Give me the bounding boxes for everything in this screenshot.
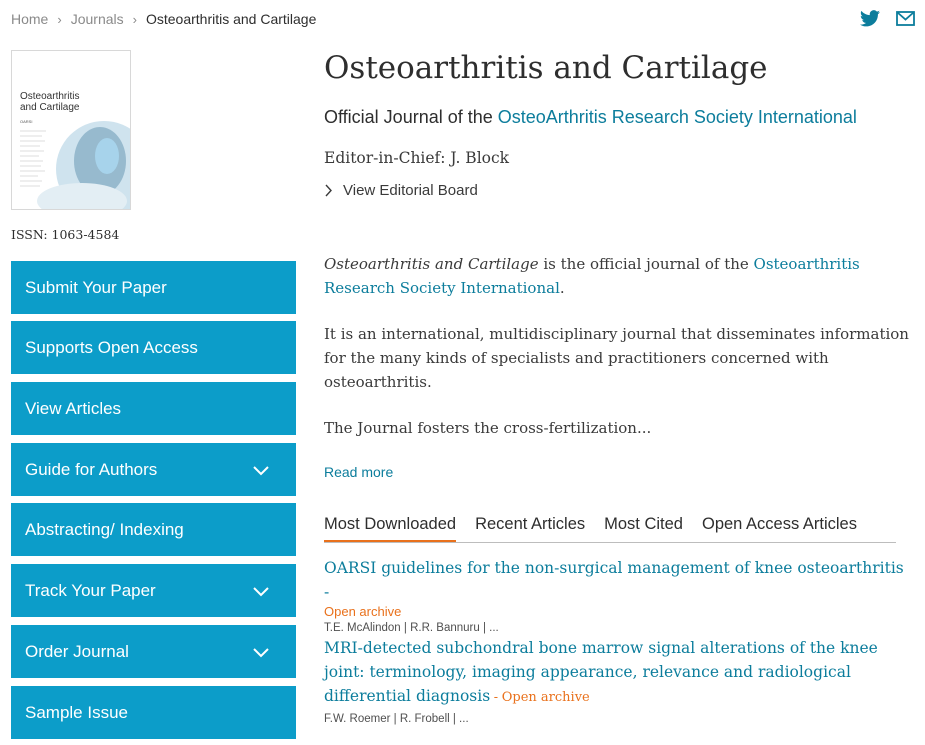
supports-open-access-button[interactable] — [11, 321, 296, 374]
order-journal-button[interactable] — [11, 625, 296, 678]
sidebar-item-label: View Articles — [25, 398, 122, 418]
article-authors: F.W. Roemer | R. Frobell | ... — [324, 713, 469, 725]
list-item — [324, 556, 904, 634]
article-tabs — [324, 515, 896, 543]
open-archive-badge: Open archive — [324, 604, 402, 619]
description-text: . — [559, 279, 565, 297]
sidebar-item-label: Sample Issue — [25, 702, 128, 722]
guide-for-authors-button[interactable] — [11, 443, 296, 496]
article-separator: - — [324, 583, 330, 601]
sidebar-item-label: Abstracting/ Indexing — [25, 519, 184, 539]
cover-title-line2: and Cartilage — [20, 102, 80, 113]
journal-cover-image[interactable] — [11, 50, 131, 210]
chevron-right-icon: › — [132, 11, 137, 27]
article-authors: T.E. McAlindon | R.R. Bannuru | ... — [324, 622, 499, 634]
track-paper-button[interactable] — [11, 564, 296, 617]
sidebar-item-label: Order Journal — [25, 641, 129, 661]
chevron-down-icon — [252, 461, 270, 479]
read-more-link[interactable]: Read more — [324, 464, 394, 480]
breadcrumb — [11, 9, 316, 29]
description-text: is the official journal of the — [538, 255, 754, 273]
list-item — [324, 636, 904, 725]
sidebar-item-label: Supports Open Access — [25, 337, 198, 357]
sidebar-item-label: Track Your Paper — [25, 580, 156, 600]
chevron-right-icon: › — [57, 11, 62, 27]
official-journal-line — [324, 107, 857, 128]
description-paragraph-1 — [324, 252, 909, 300]
view-articles-button[interactable] — [11, 382, 296, 435]
mail-icon[interactable] — [896, 11, 915, 26]
sidebar-item-label: Guide for Authors — [25, 459, 158, 479]
chevron-right-icon — [324, 184, 333, 197]
chevron-down-icon — [252, 643, 270, 661]
twitter-icon[interactable] — [860, 10, 880, 27]
tab-open-access-articles[interactable]: Open Access Articles — [701, 515, 857, 533]
society-link[interactable]: OsteoArthritis Research Society International — [497, 107, 857, 127]
article-title-link[interactable]: MRI-detected subchondral bone marrow signal alterations of the knee joint: terminology, imaging appearance, relevance and radiological differential diagnosis — [324, 639, 878, 705]
abstracting-indexing-button[interactable] — [11, 503, 296, 556]
article-title-line — [324, 636, 904, 710]
article-title-line — [324, 556, 904, 604]
tab-recent-articles[interactable]: Recent Articles — [475, 515, 586, 533]
sidebar-item-label: Submit Your Paper — [25, 277, 167, 297]
cover-title-line1: Osteoarthritis — [20, 91, 80, 102]
editorial-board-label: View Editorial Board — [343, 182, 478, 199]
page-title: Osteoarthritis and Cartilage — [324, 50, 768, 86]
breadcrumb-current: Osteoarthritis and Cartilage — [145, 11, 317, 27]
cover-brand: OARSI — [20, 119, 33, 124]
tab-most-cited[interactable]: Most Cited — [604, 515, 683, 533]
article-title-link[interactable]: OARSI guidelines for the non-surgical management of knee osteoarthritis — [324, 559, 904, 577]
society-link-inline[interactable]: Osteoarthritis Research Society International — [324, 255, 860, 297]
share-icons — [860, 10, 915, 27]
editor-in-chief: Editor-in-Chief: J. Block — [324, 149, 510, 167]
open-archive-badge: Open archive — [501, 690, 590, 705]
description-paragraph-2: It is an international, multidisciplinary journal that disseminates information for the many kinds of specialists and practitioners concerned with osteoarthritis. — [324, 325, 909, 391]
sample-issue-button[interactable] — [11, 686, 296, 739]
issn: ISSN: 1063-4584 — [11, 227, 120, 242]
editorial-board-link[interactable] — [324, 182, 478, 199]
breadcrumb-home[interactable]: Home — [11, 11, 49, 27]
chevron-down-icon — [252, 582, 270, 600]
breadcrumb-journals[interactable]: Journals — [70, 11, 124, 27]
official-prefix: Official Journal of the — [324, 107, 498, 127]
article-separator: - — [490, 689, 502, 704]
submit-paper-button[interactable] — [11, 261, 296, 314]
description-paragraph-3: The Journal fosters the cross-fertilization... — [324, 419, 652, 437]
tab-most-downloaded[interactable]: Most Downloaded — [324, 515, 456, 542]
journal-name-italic: Osteoarthritis and Cartilage — [324, 255, 539, 273]
